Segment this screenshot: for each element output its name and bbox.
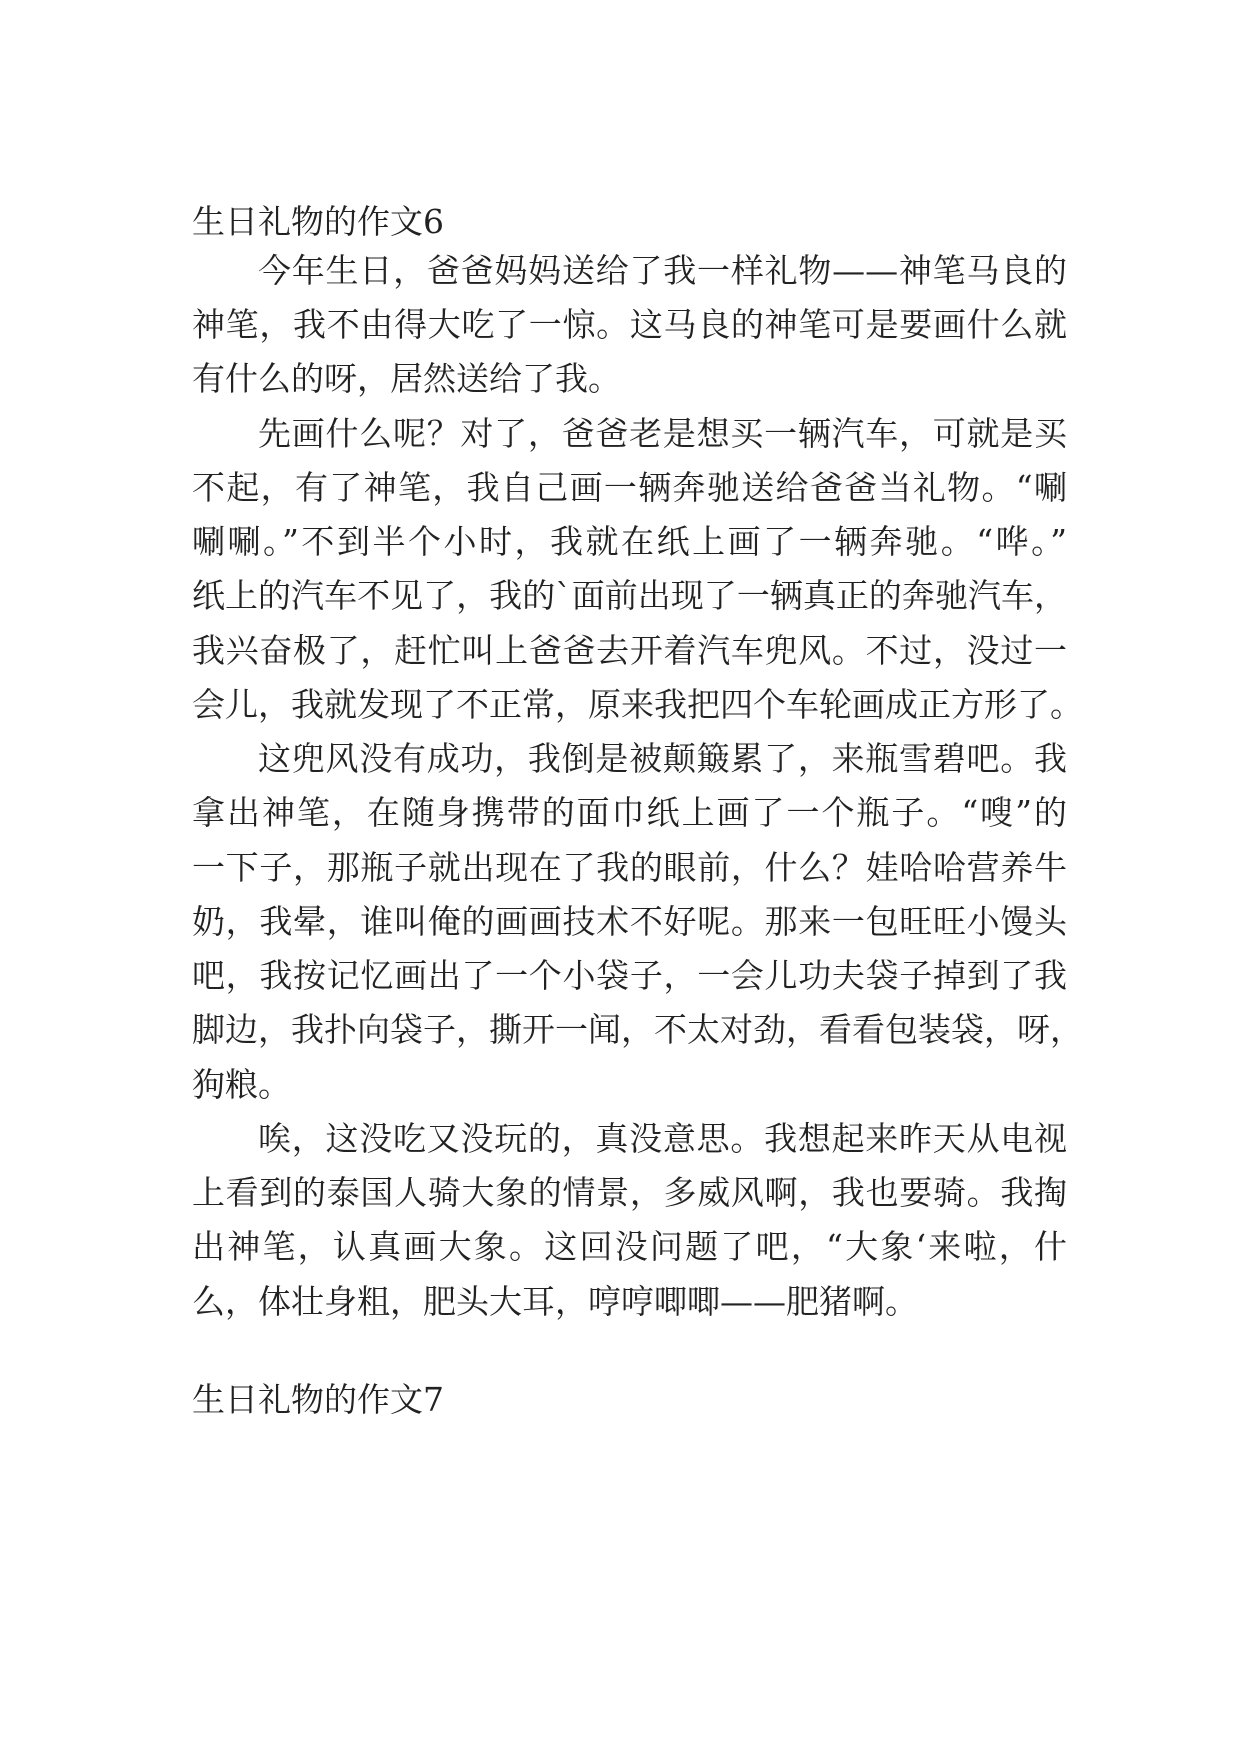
paragraph-3-line-6: 脚边，我扑向袋子，撕开一闻，不太对劲，看看包装袋，呀， bbox=[192, 1010, 1083, 1049]
paragraph-4-line-4: 么，体壮身粗，肥头大耳，哼哼唧唧——肥猪啊。 bbox=[192, 1282, 918, 1321]
essay-heading-7: 生日礼物的作文7 bbox=[192, 1380, 444, 1419]
paragraph-3-line-5: 吧，我按记忆画出了一个小袋子，一会儿功夫袋子掉到了我 bbox=[192, 956, 1067, 995]
paragraph-3-line-1: 这兜风没有成功，我倒是被颠簸累了，来瓶雪碧吧。我 bbox=[258, 739, 1067, 778]
paragraph-3-line-2: 拿出神笔，在随身携带的面巾纸上画了一个瓶子。“嗖”的 bbox=[192, 793, 1067, 832]
paragraph-2-line-4: 纸上的汽车不见了，我的`面前出现了一辆真正的奔驰汽车， bbox=[192, 576, 1067, 615]
paragraph-1-line-2: 神笔，我不由得大吃了一惊。这马良的神笔可是要画什么就 bbox=[192, 305, 1067, 344]
paragraph-2-line-3: 唰唰。”不到半个小时，我就在纸上画了一辆奔驰。“哗。” bbox=[192, 522, 1067, 561]
paragraph-3-line-4: 奶，我晕，谁叫俺的画画技术不好呢。那来一包旺旺小馒头 bbox=[192, 902, 1067, 941]
paragraph-4-line-3: 出神笔，认真画大象。这回没问题了吧，“大象‘来啦，什 bbox=[192, 1227, 1067, 1266]
essay-heading-6: 生日礼物的作文6 bbox=[192, 202, 444, 241]
paragraph-2-line-6: 会儿，我就发现了不正常，原来我把四个车轮画成正方形了。 bbox=[192, 685, 1083, 724]
paragraph-2-line-5: 我兴奋极了，赶忙叫上爸爸去开着汽车兜风。不过，没过一 bbox=[192, 631, 1067, 670]
paragraph-2-line-2: 不起，有了神笔，我自己画一辆奔驰送给爸爸当礼物。“唰 bbox=[192, 468, 1067, 507]
paragraph-2-line-1: 先画什么呢？对了，爸爸老是想买一辆汽车，可就是买 bbox=[258, 414, 1067, 453]
paragraph-1-line-1: 今年生日，爸爸妈妈送给了我一样礼物——神笔马良的 bbox=[258, 251, 1067, 290]
paragraph-3-line-3: 一下子，那瓶子就出现在了我的眼前，什么？娃哈哈营养牛 bbox=[192, 848, 1067, 887]
paragraph-4-line-2: 上看到的泰国人骑大象的情景，多威风啊，我也要骑。我掏 bbox=[192, 1173, 1067, 1212]
paragraph-1-line-3: 有什么的呀，居然送给了我。 bbox=[192, 359, 621, 398]
paragraph-3-line-7: 狗粮。 bbox=[192, 1065, 291, 1104]
paragraph-4-line-1: 唉，这没吃又没玩的，真没意思。我想起来昨天从电视 bbox=[258, 1119, 1067, 1158]
